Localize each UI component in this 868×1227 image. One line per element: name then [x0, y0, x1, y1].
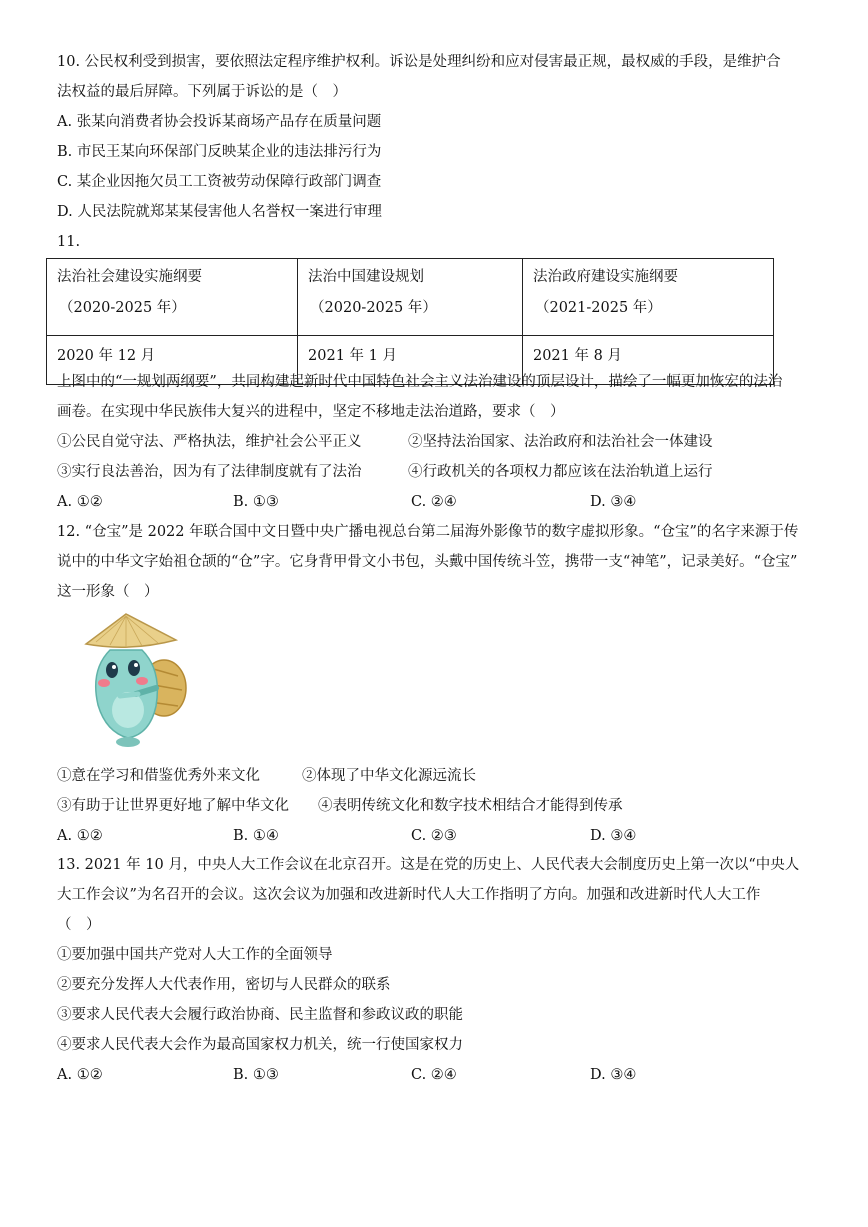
q13-stem-line3: （ ） — [57, 917, 101, 933]
q11-choice-d: D. ③④ — [590, 494, 637, 510]
q10-option-b: B. 市民王某向环保部门反映某企业的违法排污行为 — [57, 144, 382, 160]
q13-statement-4: ④要求人民代表大会作为最高国家权力机关，统一行使国家权力 — [57, 1037, 463, 1053]
q10-stem-line2: 法权益的最后屏障。下列属于诉讼的是（ ） — [57, 84, 347, 100]
q11-choices — [57, 492, 777, 512]
q12-stem-line3: 这一形象（ ） — [57, 584, 159, 600]
plan-table-cell — [47, 259, 298, 336]
plan-date: 2020 年 12 月 — [47, 336, 298, 385]
q11-statement-2: ②坚持法治国家、法治政府和法治社会一体建设 — [408, 434, 713, 450]
q11-number: 11. — [57, 234, 81, 250]
q13-statement-1: ①要加强中国共产党对人大工作的全面领导 — [57, 947, 333, 963]
plan-table-cell — [522, 259, 773, 336]
plan-table — [46, 258, 774, 385]
plan-years: （2021-2025 年） — [534, 300, 662, 316]
mascot-illustration — [80, 610, 190, 752]
q13-choices — [57, 1065, 777, 1085]
q13-stem-line2: 大工作会议”为名召开的会议。这次会议为加强和改进新时代人大工作指明了方向。加强和改进新时代人大工作 — [57, 887, 761, 903]
q12-stem-line1: 12. “仓宝”是 2022 年联合国中文日暨中央广播电视总台第二届海外影像节的数字虚拟形象。“仓宝”的名字来源于传 — [57, 524, 799, 540]
plan-title: 法治政府建设实施纲要 — [532, 269, 678, 285]
q12-statement-4: ④表明传统文化和数字技术相结合才能得到传承 — [318, 798, 623, 814]
plan-title: 法治社会建设实施纲要 — [57, 269, 202, 285]
q11-statement-1: ①公民自觉守法、严格执法，维护社会公平正义 — [57, 434, 362, 450]
q11-statement-4: ④行政机关的各项权力都应该在法治轨道上运行 — [408, 464, 713, 480]
plan-table-row — [47, 259, 774, 336]
q13-stem-line1: 13. 2021 年 10 月，中央人大工作会议在北京召开。这是在党的历史上、人民代表大会制度历史上第一次以“中央人 — [57, 857, 800, 873]
q13-choice-c: C. ②④ — [411, 1067, 457, 1083]
q12-choice-c: C. ②③ — [411, 828, 457, 844]
q12-statement-3: ③有助于让世界更好地了解中华文化 — [57, 798, 289, 814]
q10-option-d: D. 人民法院就郑某某侵害他人名誉权一案进行审理 — [57, 204, 382, 220]
cheek — [98, 679, 110, 687]
plan-date: 2021 年 8 月 — [522, 336, 773, 385]
q11-stem-line1: 上图中的“一规划两纲要”，共同构建起新时代中国特色社会主义法治建设的顶层设计，描绘了一幅更加恢宏的法治 — [57, 374, 783, 390]
q10-option-c: C. 某企业因拖欠员工工资被劳动保障行政部门调查 — [57, 174, 382, 190]
q10-option-a: A. 张某向消费者协会投诉某商场产品存在质量问题 — [57, 114, 382, 130]
q12-statement-2: ②体现了中华文化源远流长 — [302, 768, 476, 784]
q12-choice-b: B. ①④ — [233, 828, 279, 844]
plan-years: （2020-2025 年） — [310, 300, 437, 316]
q10-stem-line1: 10. 公民权利受到损害，要依照法定程序维护权利。诉讼是处理纠纷和应对侵害最正规，最权威的手段，是维护合 — [57, 54, 781, 70]
straw-hat — [86, 614, 176, 647]
plan-date: 2021 年 1 月 — [298, 336, 523, 385]
q13-choice-d: D. ③④ — [590, 1067, 637, 1083]
q13-statement-2: ②要充分发挥人大代表作用，密切与人民群众的联系 — [57, 977, 391, 993]
q12-stem-line2: 说中的中华文字始祖仓颉的“仓”字。它身背甲骨文小书包，头戴中国传统斗笠，携带一支“神笔”，记录美好。“仓宝” — [57, 554, 798, 570]
q12-choice-d: D. ③④ — [590, 828, 637, 844]
q11-choice-a: A. ①② — [57, 494, 103, 510]
q12-choices — [57, 826, 777, 846]
q12-statement-1: ①意在学习和借鉴优秀外来文化 — [57, 768, 260, 784]
plan-table-cell — [298, 259, 523, 336]
plan-years: （2020-2025 年） — [59, 300, 186, 316]
q13-statement-3: ③要求人民代表大会履行政治协商、民主监督和参政议政的职能 — [57, 1007, 463, 1023]
q11-statement-3: ③实行良法善治，因为有了法律制度就有了法治 — [57, 464, 362, 480]
q13-choice-b: B. ①③ — [233, 1067, 279, 1083]
q12-choice-a: A. ①② — [57, 828, 103, 844]
q11-stem-line2: 画卷。在实现中华民族伟大复兴的进程中，坚定不移地走法治道路，要求（ ） — [57, 404, 565, 420]
q11-choice-c: C. ②④ — [411, 494, 457, 510]
q13-choice-a: A. ①② — [57, 1067, 103, 1083]
plan-title: 法治中国建设规划 — [308, 269, 425, 285]
q11-choice-b: B. ①③ — [233, 494, 279, 510]
